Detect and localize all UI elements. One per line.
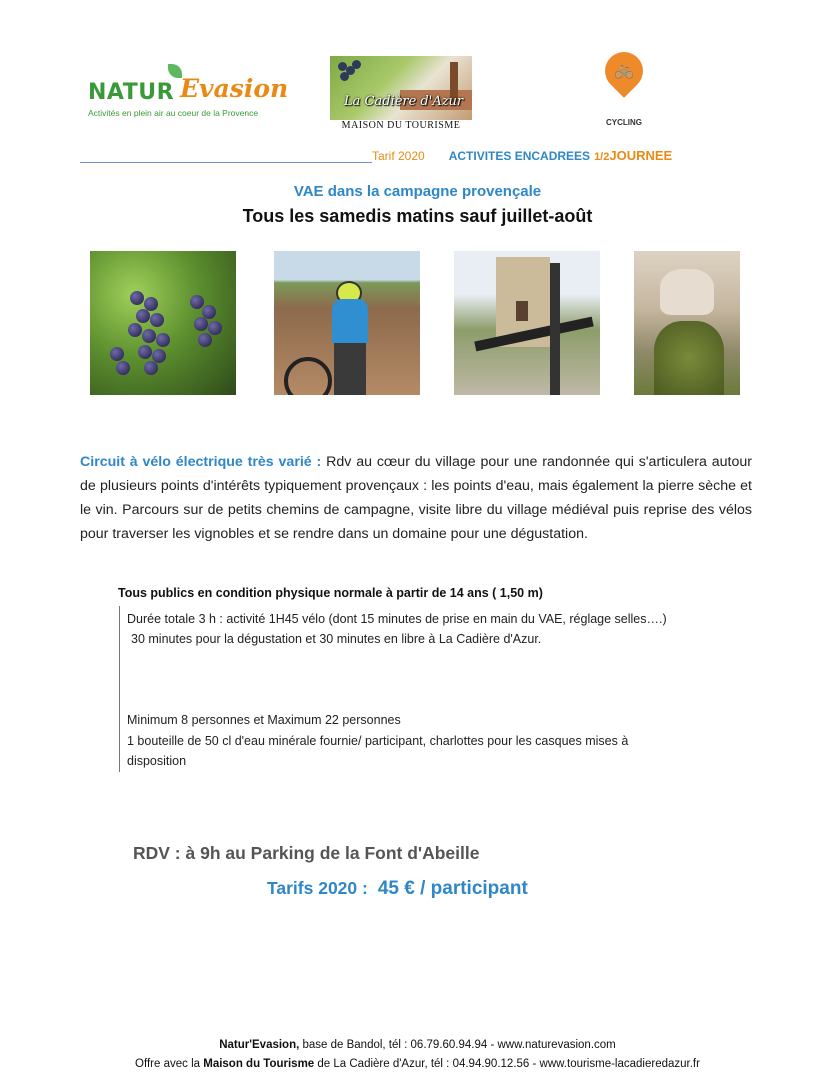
village-picture: [330, 56, 472, 120]
details-border: [119, 606, 120, 772]
activites-encadrees: ACTIVITES ENCADREES: [448, 149, 591, 163]
logo-script-text: La Cadière d'Azur: [344, 94, 464, 109]
header-line: [372, 148, 672, 163]
disposition-line: disposition: [127, 754, 187, 768]
footer-contact-maison: [0, 1058, 835, 1070]
price-amount: 45 € / participant: [377, 878, 528, 899]
audience-line: Tous publics en condition physique normale à partir de 14 ans ( 1,50 m): [118, 586, 543, 600]
price-label: Tarifs 2020 :: [267, 878, 368, 898]
maison-du-tourisme-logo: [330, 56, 472, 136]
fraction: 1/2: [594, 151, 610, 163]
subtitle: VAE dans la campagne provençale: [293, 183, 542, 200]
footer-line2-pre: Offre avec la: [135, 1058, 204, 1070]
header-rule: [80, 162, 372, 163]
description-paragraph: [80, 450, 752, 546]
water-bottle-line: 1 bouteille de 50 cl d'eau minérale fournie/ participant, charlottes pour les casques mises à: [127, 734, 629, 748]
tower-ebike-photo: [454, 251, 600, 395]
logo-tagline: Activités en plein air au coeur de la Provence: [88, 108, 259, 118]
maison-label: MAISON DU TOURISME: [341, 120, 461, 131]
naturevasion-logo: [88, 58, 288, 128]
footer-line1-text: base de Bandol, tél : 06.79.60.94.94 - www.naturevasion.com: [299, 1039, 616, 1051]
footer-brand-natur: Natur'Evasion,: [219, 1039, 300, 1051]
description-lead: Circuit à vélo électrique très varié :: [80, 454, 322, 470]
fountain-photo: [634, 251, 740, 395]
grapes-photo: [90, 251, 236, 395]
price-line: [267, 878, 528, 900]
bicycle-icon: 🚲: [614, 62, 634, 79]
tarif-year: Tarif 2020: [372, 149, 425, 163]
group-size-line: Minimum 8 personnes et Maximum 22 personnes: [127, 713, 401, 727]
cyclist-vineyard-photo: [274, 251, 420, 395]
demi-journee: [594, 149, 672, 163]
description-text: Rdv au cœur du village pour une randonnée qui s'articulera autour de plusieurs points d'intérêts typiquement provençaux : les points d'eau, mais également la pierre sèche et le vin. Parcours sur de petits chemins de campagne, visite libre du village médiéval puis reprise des vélos pour traverser les vignobles et se rendre dans un domaine pour une dégustation.: [80, 454, 752, 542]
footer-line2-text: de La Cadière d'Azur, tél : 04.94.90.12.56 - www.tourisme-lacadieredazur.fr: [314, 1058, 700, 1070]
cycling-logo: [596, 52, 652, 132]
footer-brand-maison: Maison du Tourisme: [203, 1058, 315, 1070]
footer-contact-naturevasion: [0, 1039, 835, 1051]
meeting-point: RDV : à 9h au Parking de la Font d'Abeille: [133, 843, 480, 863]
page-title: Tous les samedis matins sauf juillet-août: [242, 206, 593, 226]
logo-word-evasion: Evasion: [180, 74, 289, 103]
tasting-line: 30 minutes pour la dégustation et 30 minutes en libre à La Cadière d'Azur.: [131, 632, 542, 646]
cycling-label: CYCLING: [606, 118, 642, 127]
journee: JOURNEE: [609, 148, 673, 163]
logo-word-natur: NATUR: [88, 80, 175, 105]
duration-line: Durée totale 3 h : activité 1H45 vélo (dont 15 minutes de prise en main du VAE, réglage selles….): [127, 612, 667, 626]
